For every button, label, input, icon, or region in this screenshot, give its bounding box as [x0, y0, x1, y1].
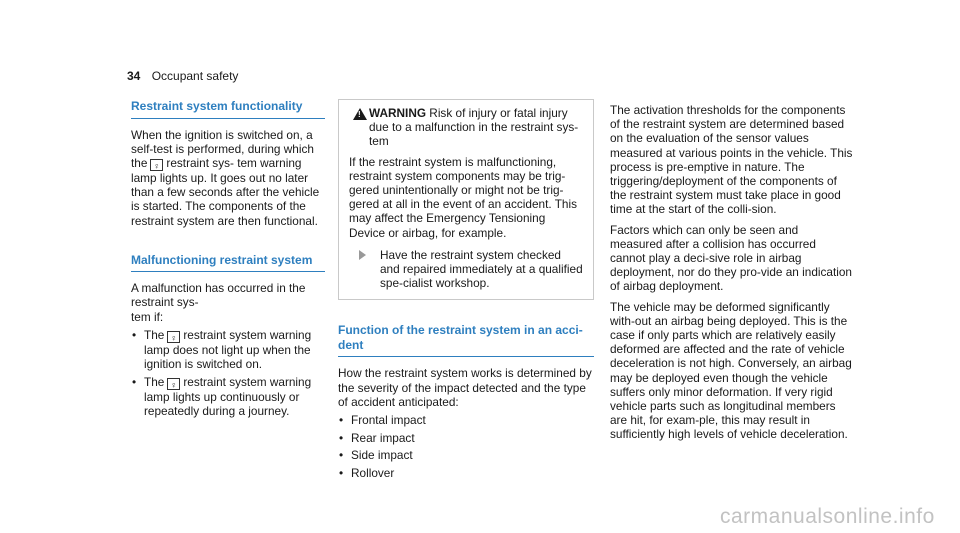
page-header: [127, 69, 238, 83]
impact-type-list: [338, 413, 594, 480]
paragraph-activation: The activation thresholds for the components of the restraint system are determined based on the evaluation of the sensor values measured at various points in the vehicle. This process is pre-emptive in nature. The triggering/deployment of the components of the restraint system must take place in good time at the start of the colli-sion.: [610, 103, 853, 217]
action-step: [349, 248, 583, 291]
warning-triangle-icon: !: [353, 108, 367, 120]
warning-box: [338, 99, 594, 300]
paragraph-factors: Factors which can only be seen and measured after a collision has occurred cannot play a deci-sive role in airbag deployment, nor do they pro-vide an indication of airbag deployment.: [610, 222, 852, 294]
heading-restraint-functionality: Restraint system functionality: [131, 99, 325, 119]
paragraph-deformation: The vehicle may be deformed significantly with-out an airbag being deployed. This is the case if only parts which are relatively easily deformed are affected and the rate of vehicle deceleration is not high. Conversely, an airbag may be deployed even though the vehicle suffers only minor deformation. If very rigid vehicle parts such as longitudinal members are hit, for exam-ple, this may result in sufficiently high levels of vehicle deceleration.: [610, 299, 852, 442]
heading-function-in-accident: Function of the restraint system in an acci-dent: [338, 323, 594, 357]
warning-text: Risk of injury or fatal injury due to a malfunction in the restraint sys-tem: [369, 106, 579, 149]
paragraph-malfunction: A malfunction has occurred in the restraint sys- tem if:: [131, 281, 306, 324]
paragraph-function: How the restraint system works is determined by the severity of the impact detected and the type of accident anticipated:: [338, 366, 592, 409]
list-item: • Rear impact: [339, 430, 415, 445]
action-text: Have the restraint system checked and repaired immediately at a qualified spe-cialist workshop.: [380, 247, 583, 291]
warning-label: WARNING: [369, 106, 427, 120]
heading-malfunctioning: Malfunctioning restraint system: [131, 253, 325, 273]
watermark: carmanualsonline.info: [720, 505, 935, 528]
airbag-icon: ♀: [167, 378, 180, 390]
airbag-icon: ♀: [167, 331, 180, 343]
section-title: Occupant safety: [151, 69, 239, 83]
list-item: • Rollover: [339, 465, 395, 480]
list-item: • Side impact: [339, 448, 413, 463]
list-item: • The ♀ restraint system warning lamp lights up continuously or repeatedly during a journey.: [132, 374, 312, 418]
warning-body: If the restraint system is malfunctioning, restraint system components may be trig-gered unintentionally or might not be trig-gered at all in the event of an accident. This may affect the Emergency Tensioning Device or airbag, for example.: [349, 154, 578, 240]
column-2: [338, 99, 594, 483]
page-number: 34: [127, 69, 141, 83]
airbag-icon: ♀: [150, 159, 163, 171]
column-1: [131, 99, 325, 421]
arrow-right-icon: [359, 250, 366, 260]
malfunction-list: [131, 328, 325, 418]
warning-header: [349, 106, 583, 149]
column-3: [610, 103, 853, 442]
paragraph-functionality: When the ignition is switched on, a self-test is performed, during which the ♀ restraint sys- tem warning lamp lights up. It goes out no later than a few seconds after the vehicle is started. The components of the restraint system are then functional.: [131, 127, 320, 228]
list-item: • The ♀ restraint system warning lamp does not light up when the ignition is switched on.: [132, 327, 312, 372]
list-item: • Frontal impact: [339, 413, 426, 428]
